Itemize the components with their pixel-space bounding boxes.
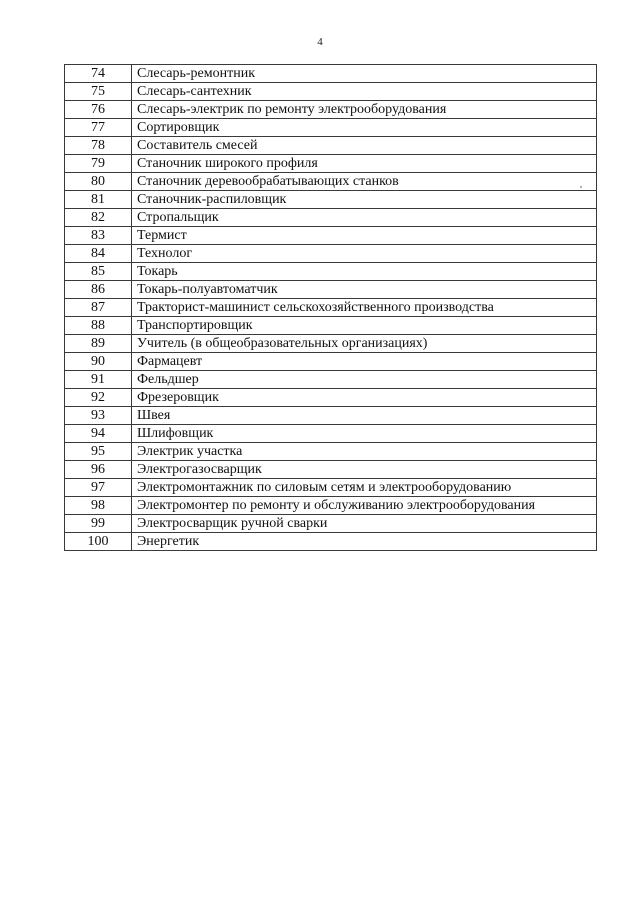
profession-name: Термист xyxy=(132,227,597,245)
profession-name: Фельдшер xyxy=(132,371,597,389)
row-number: 95 xyxy=(65,443,132,461)
profession-name: Электрогазосварщик xyxy=(132,461,597,479)
row-number: 89 xyxy=(65,335,132,353)
row-number: 90 xyxy=(65,353,132,371)
profession-name: Электрик участка xyxy=(132,443,597,461)
profession-name: Электромонтажник по силовым сетям и электрооборудованию xyxy=(132,479,597,497)
profession-name: Швея xyxy=(132,407,597,425)
row-number: 100 xyxy=(65,533,132,551)
row-number: 98 xyxy=(65,497,132,515)
row-number: 76 xyxy=(65,101,132,119)
row-number: 82 xyxy=(65,209,132,227)
row-number: 99 xyxy=(65,515,132,533)
profession-name: Слесарь-сантехник xyxy=(132,83,597,101)
table-row xyxy=(65,497,597,515)
page-number: 4 xyxy=(317,36,323,48)
professions-table-body xyxy=(65,65,597,551)
row-number: 93 xyxy=(65,407,132,425)
table-row xyxy=(65,533,597,551)
table-row xyxy=(65,227,597,245)
row-number: 78 xyxy=(65,137,132,155)
table-row xyxy=(65,65,597,83)
table-row xyxy=(65,191,597,209)
table-row xyxy=(65,263,597,281)
profession-name: Токарь xyxy=(132,263,597,281)
table-row xyxy=(65,335,597,353)
profession-name: Электросварщик ручной сварки xyxy=(132,515,597,533)
profession-name: Слесарь-ремонтник xyxy=(132,65,597,83)
table-row xyxy=(65,515,597,533)
profession-name: Транспортировщик xyxy=(132,317,597,335)
table-row xyxy=(65,479,597,497)
row-number: 86 xyxy=(65,281,132,299)
row-number: 88 xyxy=(65,317,132,335)
profession-name: Токарь-полуавтоматчик xyxy=(132,281,597,299)
row-number: 74 xyxy=(65,65,132,83)
row-number: 83 xyxy=(65,227,132,245)
table-row xyxy=(65,83,597,101)
row-number: 77 xyxy=(65,119,132,137)
profession-name: Технолог xyxy=(132,245,597,263)
row-number: 91 xyxy=(65,371,132,389)
profession-name: Слесарь-электрик по ремонту электрооборудования xyxy=(132,101,597,119)
profession-name: Станочник-распиловщик xyxy=(132,191,597,209)
row-number: 96 xyxy=(65,461,132,479)
profession-name: Сортировщик xyxy=(132,119,597,137)
profession-name: Электромонтер по ремонту и обслуживанию электрооборудования xyxy=(132,497,597,515)
profession-name: Энергетик xyxy=(132,533,597,551)
profession-name: Тракторист-машинист сельскохозяйственного производства xyxy=(132,299,597,317)
professions-table xyxy=(64,64,597,551)
table-row xyxy=(65,137,597,155)
profession-name: Стропальщик xyxy=(132,209,597,227)
row-number: 87 xyxy=(65,299,132,317)
row-number: 97 xyxy=(65,479,132,497)
row-number: 80 xyxy=(65,173,132,191)
row-number: 94 xyxy=(65,425,132,443)
row-number: 81 xyxy=(65,191,132,209)
table-row xyxy=(65,371,597,389)
table-row xyxy=(65,209,597,227)
table-row xyxy=(65,443,597,461)
row-number: 92 xyxy=(65,389,132,407)
profession-name: Составитель смесей xyxy=(132,137,597,155)
row-number: 79 xyxy=(65,155,132,173)
table-row xyxy=(65,353,597,371)
profession-name: Станочник широкого профиля xyxy=(132,155,597,173)
table-row xyxy=(65,407,597,425)
row-number: 85 xyxy=(65,263,132,281)
table-row xyxy=(65,101,597,119)
scan-speck xyxy=(580,186,582,188)
profession-name: Фрезеровщик xyxy=(132,389,597,407)
profession-name: Шлифовщик xyxy=(132,425,597,443)
table-row xyxy=(65,245,597,263)
table-row xyxy=(65,389,597,407)
profession-name: Станочник деревообрабатывающих станков xyxy=(132,173,597,191)
table-row xyxy=(65,155,597,173)
table-row xyxy=(65,317,597,335)
profession-name: Учитель (в общеобразовательных организациях) xyxy=(132,335,597,353)
table-row xyxy=(65,119,597,137)
table-row xyxy=(65,425,597,443)
table-row xyxy=(65,173,597,191)
table-row xyxy=(65,299,597,317)
row-number: 84 xyxy=(65,245,132,263)
profession-name: Фармацевт xyxy=(132,353,597,371)
table-row xyxy=(65,461,597,479)
table-row xyxy=(65,281,597,299)
row-number: 75 xyxy=(65,83,132,101)
